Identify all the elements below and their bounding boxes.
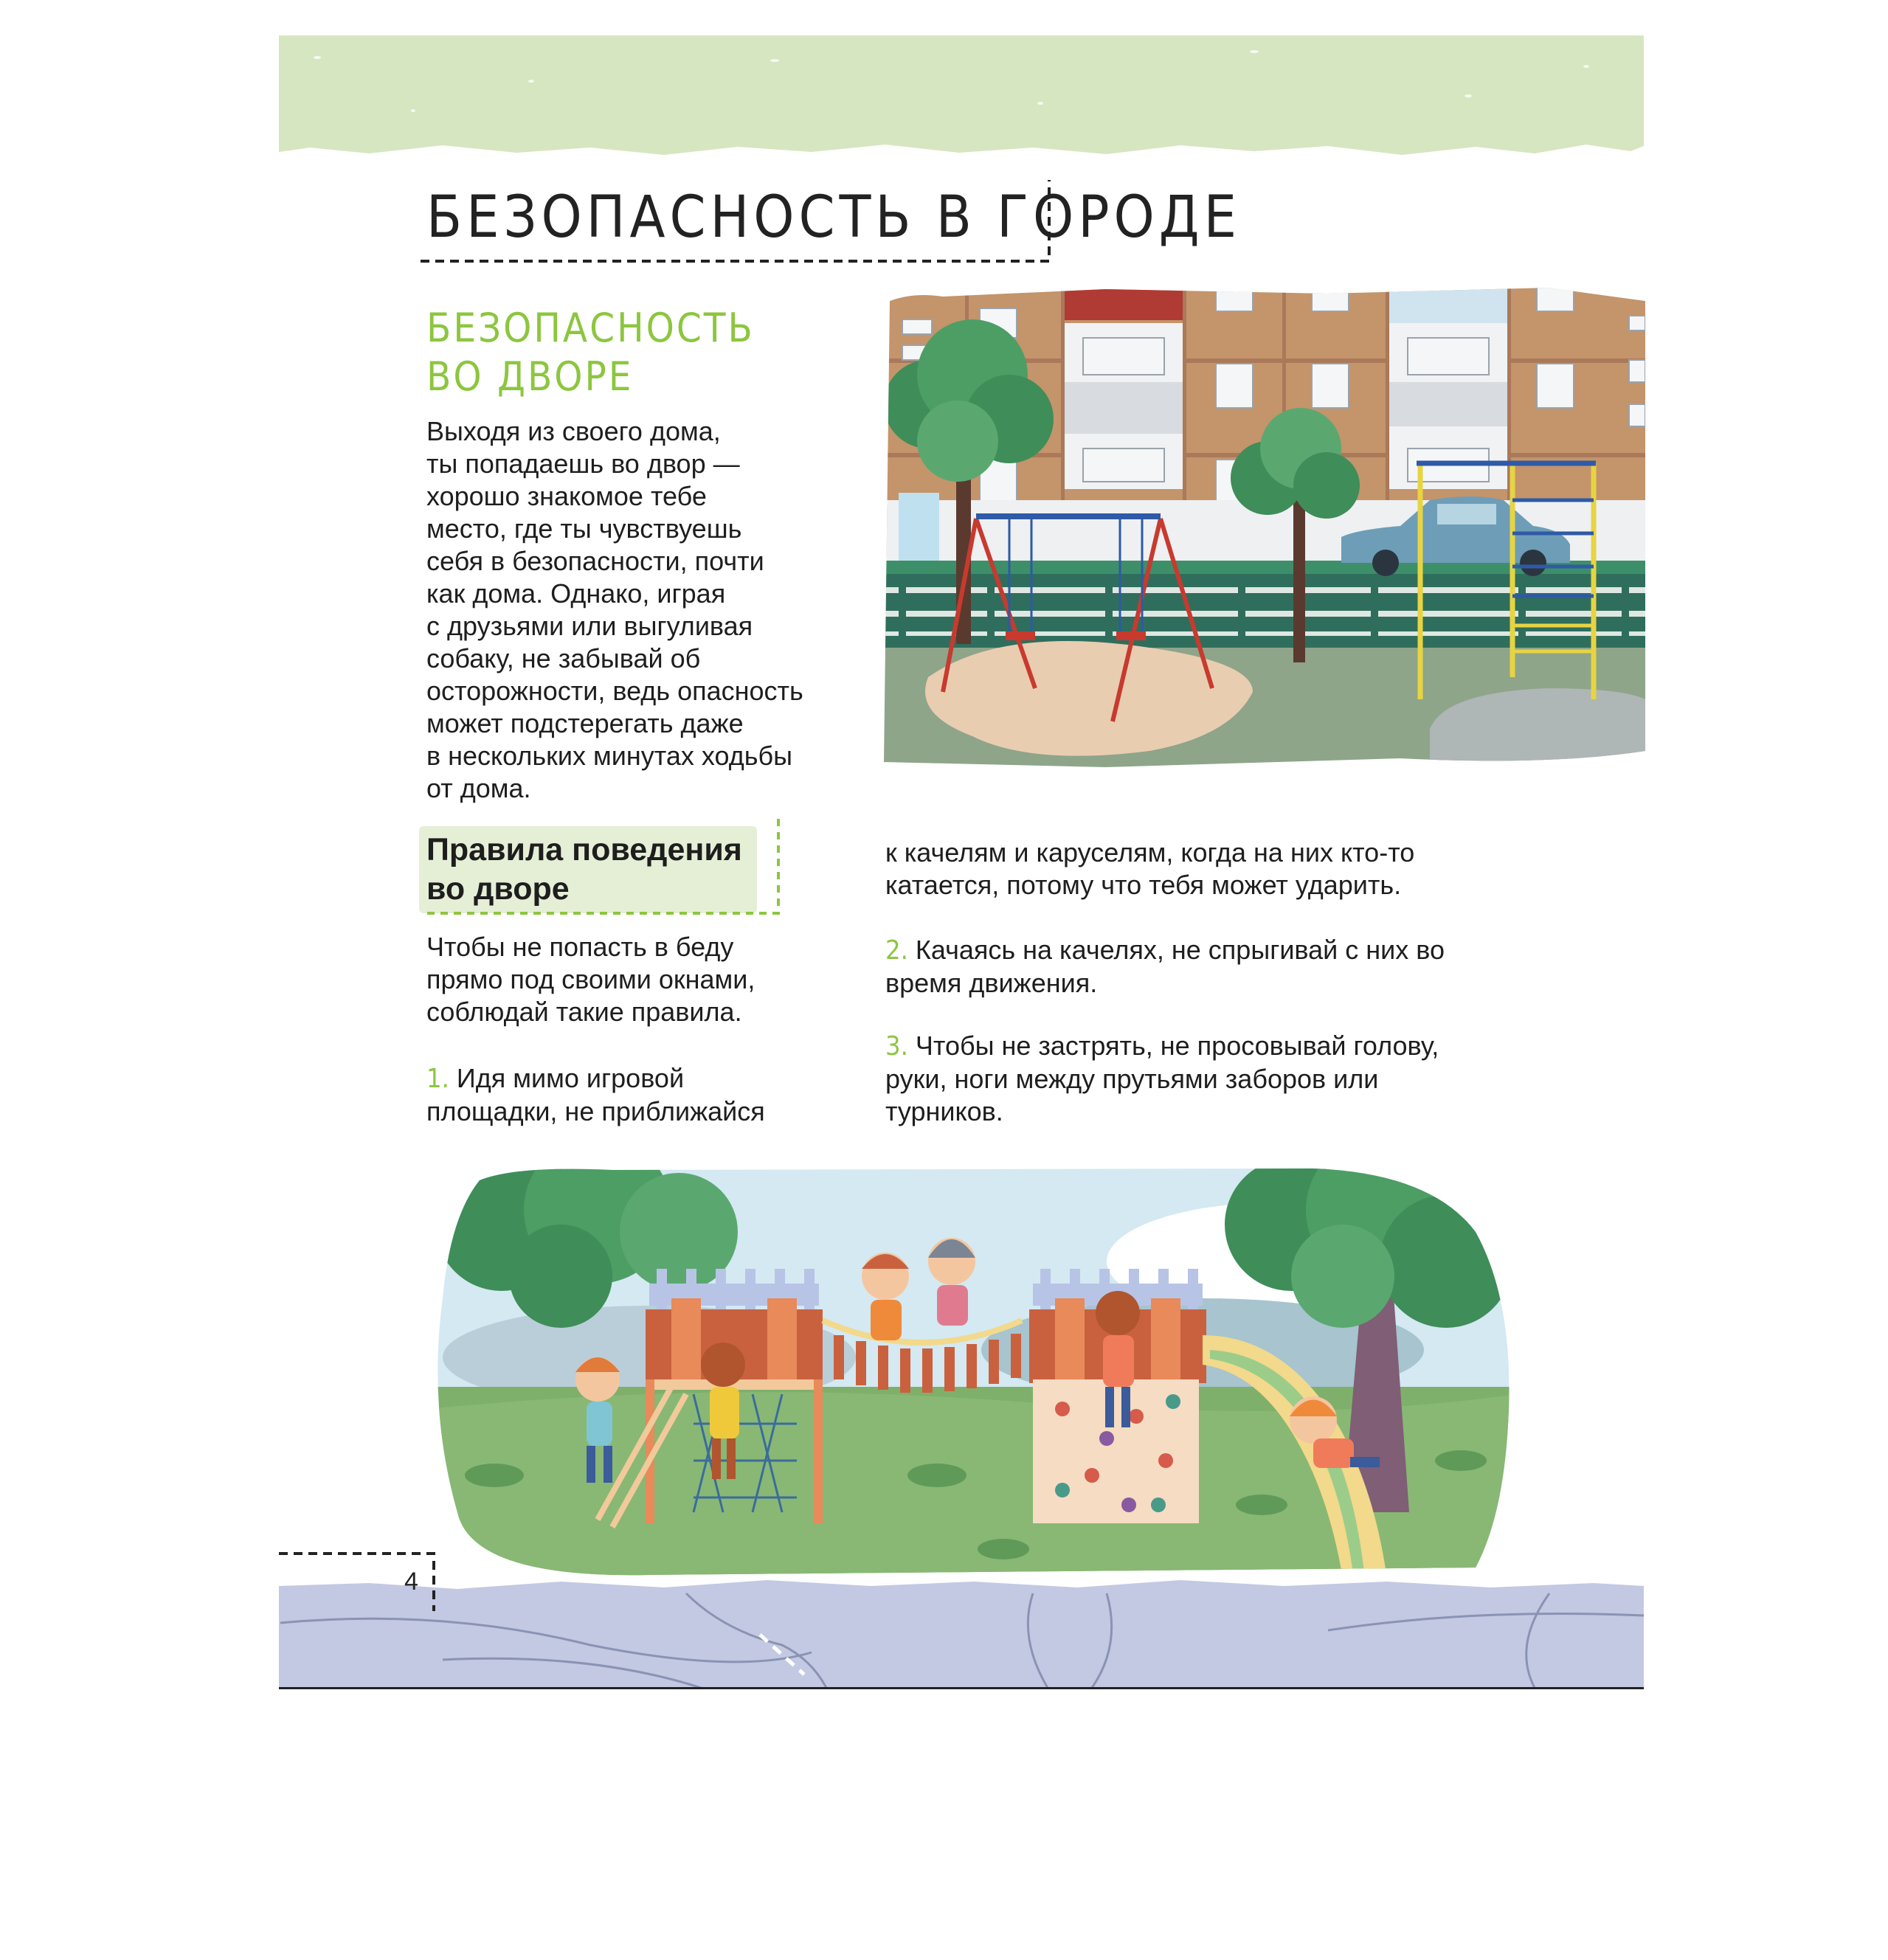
playground-illustration	[428, 1166, 1516, 1597]
intro-line: Выходя из своего дома,	[426, 416, 721, 446]
rule-item-2	[885, 934, 1445, 1000]
rule-line: Качаясь на качелях, не спрыгивай с них во	[915, 935, 1445, 965]
footer-bottom-rule	[279, 1687, 1644, 1689]
title-dashed-frame	[421, 177, 1055, 266]
rule-line: руки, ноги между прутьями заборов или	[885, 1064, 1379, 1094]
rule-number: 1.	[426, 1064, 449, 1094]
rule-line: катается, потому что тебя может ударить.	[885, 870, 1402, 900]
intro-line: место, где ты чувствуешь	[426, 513, 742, 544]
rule-item-1	[426, 1062, 765, 1128]
rule-line: Идя мимо игровой	[456, 1063, 685, 1093]
rules-title-line1: Правила поведения	[426, 832, 742, 868]
section-title-line1: БЕЗОПАСНОСТЬ	[426, 305, 755, 351]
rule-number: 3.	[885, 1031, 908, 1062]
intro-line: может подстерегать даже	[426, 708, 744, 738]
rule-line: время движения.	[885, 968, 1098, 998]
rule-line: площадки, не приближайся	[426, 1096, 765, 1126]
intro-line: в нескольких минутах ходьбы	[426, 741, 792, 771]
section-title	[426, 304, 755, 401]
rules-lead-line: прямо под своими окнами,	[426, 964, 755, 994]
header-band	[0, 0, 1888, 170]
rules-lead-line: Чтобы не попасть в беду	[426, 932, 734, 962]
section-title-line2: ВО ДВОРЕ	[426, 353, 634, 400]
rules-lead-line: соблюдай такие правила.	[426, 997, 742, 1027]
rule-line: к качелям и каруселям, когда на них кто-то	[885, 837, 1415, 868]
courtyard-illustration	[884, 279, 1645, 779]
intro-line: осторожности, ведь опасность	[426, 676, 803, 706]
intro-line: ты попадаешь во двор —	[426, 449, 740, 479]
intro-line: себя в безопасности, почти	[426, 546, 764, 576]
intro-line: с друзьями или выгуливая	[426, 611, 753, 641]
intro-line: хорошо знакомое тебе	[426, 481, 707, 511]
page-title: БЕЗОПАСНОСТЬ В ГОРОДЕ	[426, 184, 1241, 251]
intro-line: собаку, не забывай об	[426, 643, 701, 673]
intro-line: от дома.	[426, 773, 531, 803]
intro-line: как дома. Однако, играя	[426, 578, 726, 609]
rule-number: 2.	[885, 935, 908, 966]
intro-paragraph	[426, 415, 803, 805]
rules-title-line2: во дворе	[426, 871, 570, 907]
rule-line: турников.	[885, 1096, 1003, 1126]
rule-line: Чтобы не застрять, не просовывай голову,	[915, 1031, 1439, 1061]
rules-title	[426, 831, 742, 909]
page-number: 4	[404, 1568, 418, 1596]
rules-lead	[426, 931, 755, 1028]
rule-item-3	[885, 1030, 1439, 1128]
rule-item-1-continued	[885, 837, 1414, 901]
